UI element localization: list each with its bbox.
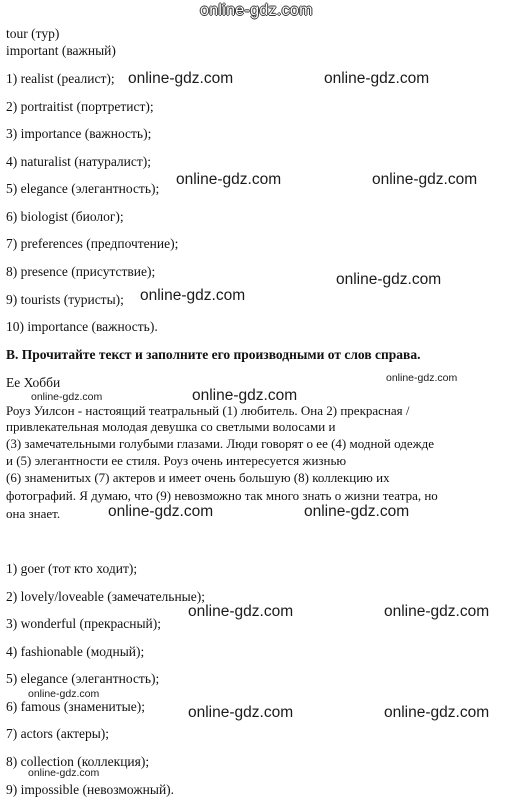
watermark: online-gdz.com (128, 70, 234, 87)
paragraph-line: и (5) элегантности ее стиля. Роуз очень интересуется жизнью (6, 453, 347, 468)
list-item: 3) wonderful (прекрасный); (6, 616, 161, 631)
word-important: important (важный) (6, 43, 116, 58)
paragraph-line: (6) знаменитых (7) актеров и имеет очень большую (8) коллекцию их (6, 470, 390, 485)
watermark: online-gdz.com (304, 503, 410, 520)
list-item: 5) elegance (элегантность); (6, 181, 160, 196)
list-item: 1) realist (реалист); (6, 71, 115, 86)
watermark-top: online-gdz.com (200, 2, 313, 19)
watermark: online-gdz.com (372, 171, 478, 188)
list-item: 2) lovely/loveable (замечательные); (6, 589, 205, 604)
list-item: 4) fashionable (модный); (6, 644, 145, 659)
paragraph-line: привлекательная молодая девушка со светлыми волосами и (6, 419, 336, 434)
watermark: online-gdz.com (176, 171, 282, 188)
watermark: online-gdz.com (386, 372, 458, 384)
list-item: 2) portraitist (портретист); (6, 99, 154, 114)
list-item: 7) actors (актеры); (6, 726, 110, 741)
list-item: 5) elegance (элегантность); (6, 671, 160, 686)
list-item: 9) impossible (невозможный). (6, 782, 175, 797)
list-item: 4) naturalist (натуралист); (6, 154, 152, 169)
text-title: Ее Хобби (6, 375, 61, 390)
watermark: online-gdz.com (384, 704, 490, 721)
list-item: 3) importance (важность); (6, 126, 152, 141)
list-item: 7) preferences (предпочтение); (6, 236, 179, 251)
section-heading: B. Прочитайте текст и заполните его производными от слов справа. (6, 347, 421, 362)
watermark: online-gdz.com (140, 287, 246, 304)
list-item: 6) biologist (биолог); (6, 209, 124, 224)
watermark: online-gdz.com (384, 603, 490, 620)
watermark: online-gdz.com (336, 271, 442, 288)
list-item: 1) goer (тот кто ходит); (6, 561, 138, 576)
paragraph-line: Роуз Уилсон - настоящий театральный (1) любитель. Она 2) прекрасная / (6, 403, 410, 418)
watermark: online-gdz.com (188, 704, 294, 721)
list-item: 8) collection (коллекция); (6, 754, 150, 769)
watermark: online-gdz.com (28, 767, 100, 779)
paragraph-line: фотографий. Я думаю, что (9) невозможно так много знать о жизни театра, но (6, 488, 438, 503)
watermark: online-gdz.com (31, 391, 103, 403)
watermark: online-gdz.com (28, 688, 100, 700)
watermark: online-gdz.com (192, 387, 298, 404)
list-item: 9) tourists (туристы); (6, 292, 124, 307)
list-item: 8) presence (присутствие); (6, 264, 156, 279)
paragraph-line: (3) замечательными голубыми глазами. Люди говорят о ее (4) модной одежде (6, 436, 435, 451)
watermark: online-gdz.com (324, 70, 430, 87)
paragraph-line: она знает. (6, 506, 61, 521)
list-item: 10) importance (важность). (6, 319, 158, 334)
watermark: online-gdz.com (188, 603, 294, 620)
word-tour: tour (тур) (6, 26, 60, 41)
list-item: 6) famous (знаменитые); (6, 699, 145, 714)
watermark: online-gdz.com (108, 503, 214, 520)
